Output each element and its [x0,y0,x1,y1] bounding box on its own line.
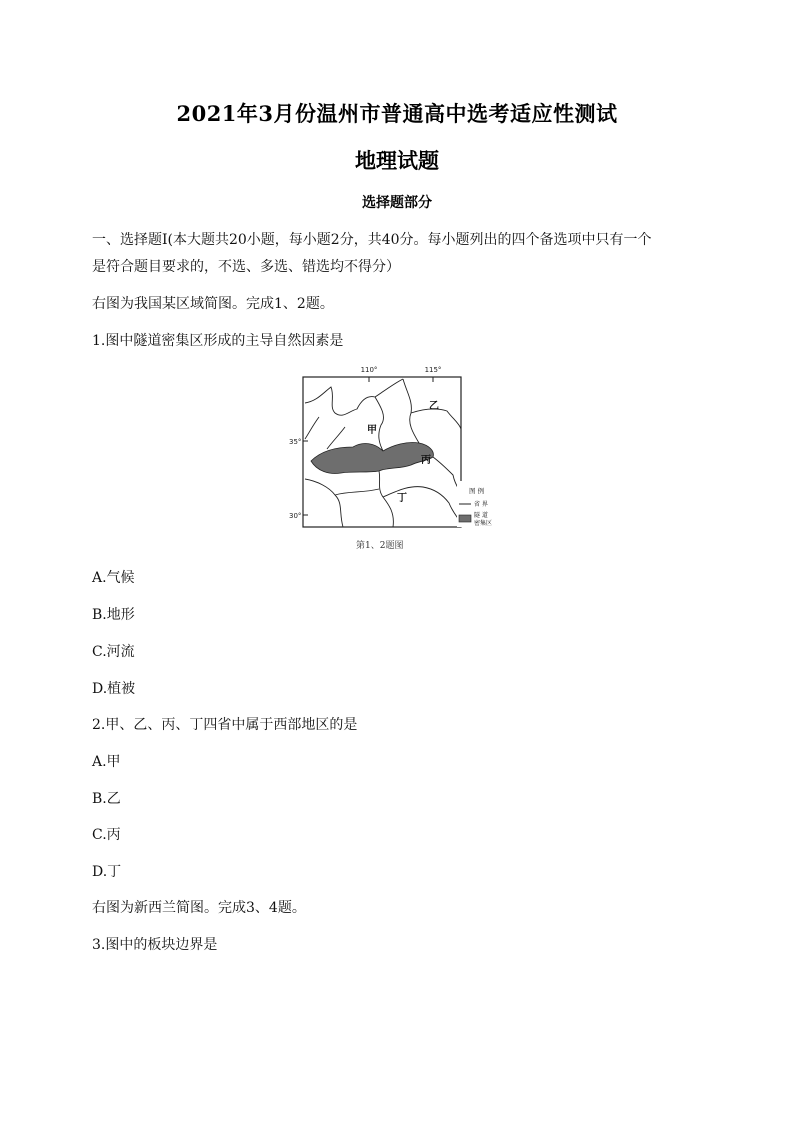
q2-option-c: C.丙 [92,827,121,843]
lat-30-label: 30° [289,512,302,520]
q3-stem: 3.图中的板块边界是 [92,937,218,953]
group2-intro: 右图为新西兰简图。完成3、4题。 [92,900,306,916]
instructions-line-2: 是符合题目要求的，不选、多选、错选均不得分） [92,259,400,275]
q1-stem: 1.图中隧道密集区形成的主导自然因素是 [92,333,344,349]
q2-option-b: B.乙 [92,791,121,807]
province-bing-label: 丙 [421,455,431,466]
lon-115-label: 115° [424,366,442,374]
q1-option-b: B.地形 [92,607,135,623]
lat-35-label: 35° [289,438,302,446]
figure-caption: 第1、2题图 [356,541,404,551]
province-ding-label: 丁 [397,493,407,504]
legend-tunnel-label-2: 密集区 [474,520,493,527]
instructions-line-1: 一、选择题Ⅰ(本大题共20小题，每小题2分，共40分。每小题列出的四个备选项中只有一个 [92,232,652,248]
province-jia-label: 甲 [367,425,377,436]
q1-option-c: C.河流 [92,644,135,660]
province-yi-label: 乙 [429,401,439,412]
group1-intro: 右图为我国某区域简图。完成1、2题。 [92,296,334,312]
section-title: 选择题部分 [362,195,432,211]
legend-tunnel-label-1: 隧 道 [474,512,488,519]
q2-stem: 2.甲、乙、丙、丁四省中属于西部地区的是 [92,717,358,733]
legend-border-label: 省 界 [474,501,488,508]
subject-title: 地理试题 [355,148,439,173]
q2-option-d: D.丁 [92,864,122,880]
legend-title: 图 例 [469,487,485,495]
q1-option-a: A.气候 [92,570,135,586]
page-title: 2021年3月份温州市普通高中选考适应性测试 [176,101,618,126]
lon-110-label: 110° [360,366,378,374]
region-map-figure [283,363,503,553]
q1-option-d: D.植被 [92,681,136,697]
q2-option-a: A.甲 [92,754,121,770]
region-map [283,363,503,553]
